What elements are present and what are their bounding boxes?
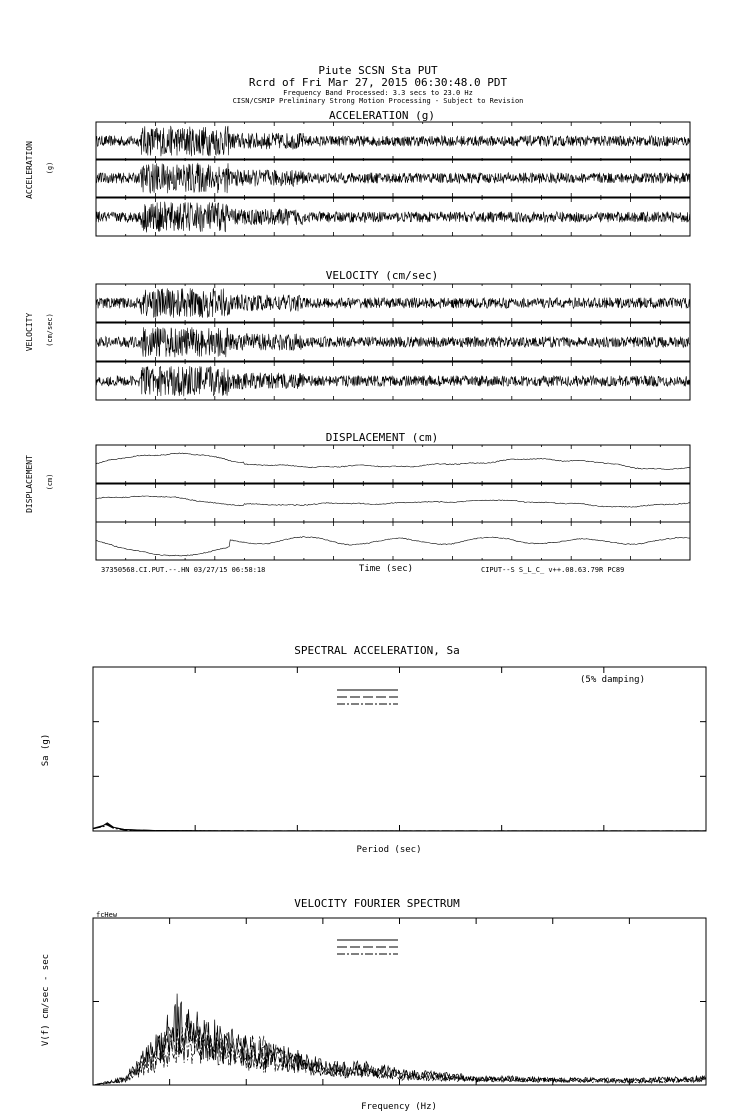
channel-panel xyxy=(96,445,690,483)
plot-frame xyxy=(93,918,706,1085)
fourier-title: VELOCITY FOURIER SPECTRUM xyxy=(294,897,460,910)
acceleration-unit: (g) xyxy=(46,161,54,175)
velocity-unit: (cm/sec) xyxy=(46,313,54,347)
sa-ylabel: Sa (g) xyxy=(41,733,51,767)
channel-panel xyxy=(96,284,690,322)
acceleration-ylabel: ACCELERATION xyxy=(25,141,34,199)
channel-panel xyxy=(96,198,690,236)
channel-waveform xyxy=(96,126,690,156)
channel-waveform xyxy=(96,496,690,507)
station-title: Piute SCSN Sta PUT xyxy=(318,64,438,77)
record-title: Rcrd of Fri Mar 27, 2015 06:30:48.0 PDT xyxy=(248,76,508,89)
spectral-acceleration-chart xyxy=(93,667,706,831)
sa-title: SPECTRAL ACCELERATION, Sa xyxy=(294,644,460,657)
channel-panel xyxy=(96,159,690,197)
channel-waveform xyxy=(96,327,690,357)
frequency-band: Frequency Band Processed: 3.3 secs to 23.0 Hz xyxy=(283,89,473,97)
fs-series-line xyxy=(93,1014,706,1085)
displacement-unit: (cm) xyxy=(46,473,54,491)
fs-annotation: fcHew xyxy=(96,911,118,919)
channel-waveform xyxy=(96,202,690,233)
fs-ylabel: V(f) cm/sec - sec xyxy=(41,953,51,1047)
channel-waveform xyxy=(96,453,690,470)
footer-station-code: CIPUT--S S_L_C_ v++.08.63.79R PC89 xyxy=(481,566,625,574)
footer-record-id: 37350568.CI.PUT.--.HN 03/27/15 06:58:18 xyxy=(101,566,266,574)
acceleration-title: ACCELERATION (g) xyxy=(329,109,435,122)
channel-panel xyxy=(96,122,690,160)
channel-panel xyxy=(96,522,690,560)
fs-xlabel: Frequency (Hz) xyxy=(361,1102,437,1112)
displacement-title: DISPLACEMENT (cm) xyxy=(325,431,439,444)
fourier-spectrum-chart xyxy=(93,918,706,1085)
plot-frame xyxy=(93,667,706,831)
sa-damping-note: (5% damping) xyxy=(580,675,646,685)
channel-panel xyxy=(96,323,690,361)
time-axis-label: Time (sec) xyxy=(358,564,414,574)
panel-frame xyxy=(96,445,690,483)
channel-waveform xyxy=(96,163,690,193)
velocity-ylabel: VELOCITY xyxy=(25,312,34,352)
channel-waveform xyxy=(96,366,690,396)
channel-panel xyxy=(96,484,690,522)
time-series-panels xyxy=(96,122,690,560)
velocity-title: VELOCITY (cm/sec) xyxy=(325,269,439,282)
displacement-ylabel: DISPLACEMENT xyxy=(25,455,34,513)
channel-waveform xyxy=(96,537,690,556)
processing-note: CISN/CSMIP Preliminary Strong Motion Processing - Subject to Revision xyxy=(232,97,524,105)
sa-xlabel: Period (sec) xyxy=(356,845,422,855)
channel-panel xyxy=(96,362,690,400)
channel-waveform xyxy=(96,288,690,318)
